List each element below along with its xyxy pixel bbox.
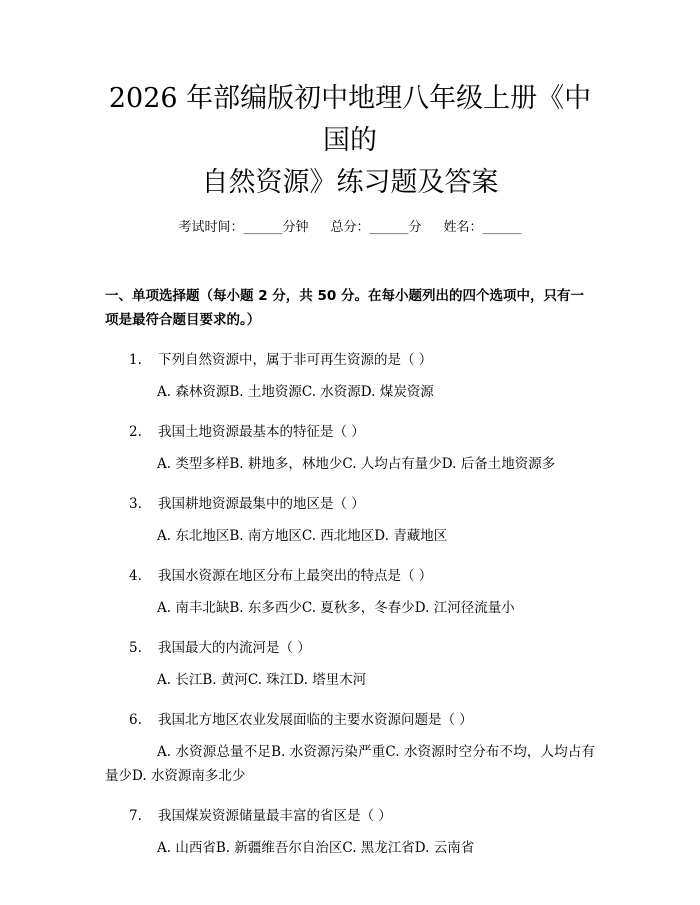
option-c: C. 人均占有量少	[342, 456, 442, 472]
option-d: D. 云南省	[414, 840, 475, 856]
option-d: D. 塔里木河	[293, 672, 367, 688]
question-options	[105, 668, 595, 692]
question	[105, 636, 595, 692]
option-c: C. 珠江	[247, 672, 294, 688]
question-number: 2.	[129, 424, 142, 440]
question-stem	[105, 708, 595, 732]
title-line-2: 自然资源》练习题及答案	[201, 167, 499, 198]
option-b: B. 东多西少	[229, 600, 302, 616]
option-a: A. 东北地区	[157, 528, 230, 544]
option-d: D. 后备土地资源多	[441, 456, 556, 472]
question-list	[105, 348, 595, 860]
option-a: A. 南丰北缺	[157, 600, 230, 616]
question-options	[105, 740, 595, 788]
question-number: 5.	[129, 640, 142, 656]
page-title	[105, 0, 595, 204]
question-options	[105, 596, 595, 620]
option-c: C. 水资源	[301, 384, 361, 400]
option-b: B. 耕地多，林地少	[229, 456, 343, 472]
option-a: A. 长江	[157, 672, 203, 688]
option-c: C. 夏秋多，冬春少	[301, 600, 415, 616]
question	[105, 708, 595, 788]
question	[105, 420, 595, 476]
question	[105, 492, 595, 548]
question-number: 1.	[129, 352, 142, 368]
question-text: 我国北方地区农业发展面临的主要水资源问题是（ ）	[158, 712, 473, 728]
option-d: D. 青藏地区	[374, 528, 448, 544]
question-stem	[105, 492, 595, 516]
option-d: D. 煤炭资源	[360, 384, 434, 400]
question-text: 我国耕地资源最集中的地区是（ ）	[158, 496, 365, 512]
question-stem	[105, 636, 595, 660]
question-text: 我国最大的内流河是（ ）	[158, 640, 311, 656]
exam-meta	[105, 218, 595, 238]
option-b: B. 新疆维吾尔自治区	[215, 840, 343, 856]
question-options	[105, 524, 595, 548]
option-b: B. 南方地区	[229, 528, 302, 544]
exam-score: 总分：______分	[330, 220, 422, 235]
option-b: B. 黄河	[202, 672, 248, 688]
option-c: C. 黑龙江省	[342, 840, 415, 856]
option-c: C. 西北地区	[301, 528, 375, 544]
question-options	[105, 836, 595, 860]
question-number: 7.	[129, 808, 142, 824]
question-stem	[105, 348, 595, 372]
option-d: D. 水资源南多北少	[132, 768, 246, 784]
question-text: 我国土地资源最基本的特征是（ ）	[158, 424, 365, 440]
question-options	[105, 452, 595, 476]
option-a: A. 森林资源	[157, 384, 230, 400]
question-text: 我国煤炭资源储量最丰富的省区是（ ）	[158, 808, 392, 824]
question-number: 4.	[129, 568, 142, 584]
question-stem	[105, 804, 595, 828]
question-number: 6.	[129, 712, 142, 728]
section-heading: 一、单项选择题（每小题 2 分，共 50 分。在每小题列出的四个选项中，只有一项是最符合题目要求的。）	[105, 288, 584, 328]
option-a: A. 山西省	[157, 840, 216, 856]
question	[105, 348, 595, 404]
title-line-1: 2026 年部编版初中地理八年级上册《中国的	[108, 83, 592, 156]
question-options	[105, 380, 595, 404]
option-d: D. 江河径流量小	[414, 600, 515, 616]
question-stem	[105, 564, 595, 588]
question-text: 我国水资源在地区分布上最突出的特点是（ ）	[158, 568, 433, 584]
question-stem	[105, 420, 595, 444]
option-b: B. 水资源污染严重	[271, 744, 386, 760]
question	[105, 564, 595, 620]
question	[105, 804, 595, 860]
question-number: 3.	[129, 496, 142, 512]
option-c: C. 水资源时空分布不均，人均占有量少	[105, 744, 595, 784]
exam-time: 考试时间：______分钟	[178, 220, 309, 235]
option-a: A. 类型多样	[157, 456, 230, 472]
exam-name: 姓名：______	[443, 220, 522, 235]
option-a: A. 水资源总量不足	[157, 744, 272, 760]
question-text: 下列自然资源中，属于非可再生资源的是（ ）	[158, 352, 433, 368]
option-b: B. 土地资源	[229, 384, 302, 400]
